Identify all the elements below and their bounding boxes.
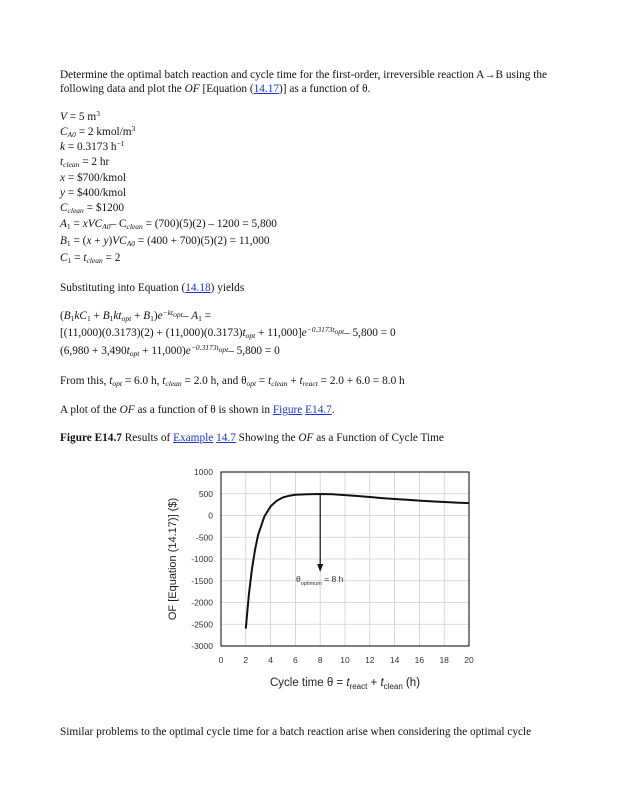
x-tick-label: 6	[293, 655, 298, 665]
y-tick-label: 1000	[194, 467, 213, 477]
given-clean-time: $t_{clean} = 2$ hr	[60, 156, 110, 169]
optimum-annotation: $\theta_{optimum} = 8$ h	[296, 574, 344, 587]
example-14-7-link[interactable]: 14.7	[216, 432, 236, 444]
x-tick-label: 8	[317, 655, 323, 665]
plot-sentence: A plot of the OF as a function of θ is shown in Figure E14.7.	[60, 404, 335, 416]
given-y-price: y = $400/kmol	[60, 187, 126, 199]
plot-frame	[221, 472, 469, 646]
equation-14-18-link[interactable]: 14.18	[185, 282, 211, 294]
given-clean-cost: $C_{clean}$ = $1200	[60, 202, 125, 215]
given-rate-constant: k = 0.3173 $h^{-1}$	[60, 139, 125, 153]
y-tick-label: 0	[208, 510, 213, 521]
y-tick-label: -2000	[191, 597, 213, 608]
x-tick-label: 14	[389, 655, 400, 665]
equation-line-3: $(6,980 + 3,490t_{opt} + 11,000)e^{-0.3173t_{opt}}-$ 5,800 = 0	[60, 343, 280, 358]
equation-14-17-link[interactable]: 14.17	[253, 83, 280, 95]
b1-definition: $B_1 = (x + y)VC_{A0} = (400 + 700)(5)(2) = 11,000$	[60, 235, 270, 248]
x-tick-label: 12	[365, 655, 375, 665]
a1-definition: $A_1 = xVC_{A0}-$ $C_{clean} = (700)(5)(2) - 1200 = 5,800$	[60, 218, 277, 231]
given-x-price: x = $700/kmol	[60, 172, 126, 184]
x-tick-label: 4	[268, 655, 273, 665]
x-tick-label: 20	[464, 655, 474, 665]
x-tick-label: 10	[340, 655, 350, 665]
equation-line-2: $[(11,000)(0.3173)(2) + (11,000)(0.3173)t_{opt} + 11,000]e^{-0.3173t_{opt}}-$ 5,800 = 0	[60, 325, 396, 340]
figure-caption: Figure E14.7 Results of Example 14.7 Showing the OF as a Function of Cycle Time	[60, 432, 444, 444]
intro-paragraph: Determine the optimal batch reaction and cycle time for the first-order, irreversible reaction A→B using the following data and plot the OF [Equation (14.17)] as a function of θ.	[60, 69, 548, 95]
y-tick-label: -2500	[191, 619, 213, 630]
substitution-sentence: Substituting into Equation (14.18) yields	[60, 282, 245, 294]
example-link[interactable]: Example	[173, 432, 214, 444]
y-tick-label: 500	[198, 488, 213, 499]
equation-line-1: $(B_1kC_1 + B_1kt_{opt} + B_1)e^{-kt_{opt}}-$ $A_1$ =	[60, 308, 212, 323]
x-tick-label: 16	[414, 655, 425, 665]
figure-link[interactable]: Figure	[272, 404, 303, 416]
optimum-arrow-head	[317, 564, 323, 572]
closing-paragraph: Similar problems to the optimal cycle time for a batch reaction arise when considering the optimal cycle	[60, 726, 532, 738]
of-curve	[246, 494, 469, 629]
y-tick-label: -1000	[191, 554, 213, 564]
y-tick-label: -500	[195, 532, 213, 543]
x-tick-label: 18	[439, 655, 449, 665]
x-tick-label: 2	[243, 655, 249, 665]
result-sentence: From this, $t_{opt} = 6.0$ h, $t_{clean} = 2.0$ h, and $\theta_{opt} = t_{clean} + t_{react} = 2.0 + 6.0 = 8.0$ h	[60, 375, 405, 388]
y-tick-label: -1500	[191, 575, 213, 586]
y-tick-label: -3000	[191, 641, 213, 651]
given-volume: V = 5 $m^3$	[60, 109, 100, 123]
y-axis-label: OF [Equation (14.17)] ($)	[167, 497, 179, 621]
figure-e14-7-link[interactable]: E14.7	[305, 404, 332, 416]
x-axis-label: Cycle time $\theta = t_{react} + t_{clean}$ (h)	[269, 677, 421, 691]
c1-definition: $C_1 = t_{clean} = 2$	[60, 252, 121, 265]
x-tick-label: 0	[218, 655, 224, 665]
given-initial-concentration: $C_{A0} = 2$ kmol/$m^3$	[60, 124, 136, 139]
